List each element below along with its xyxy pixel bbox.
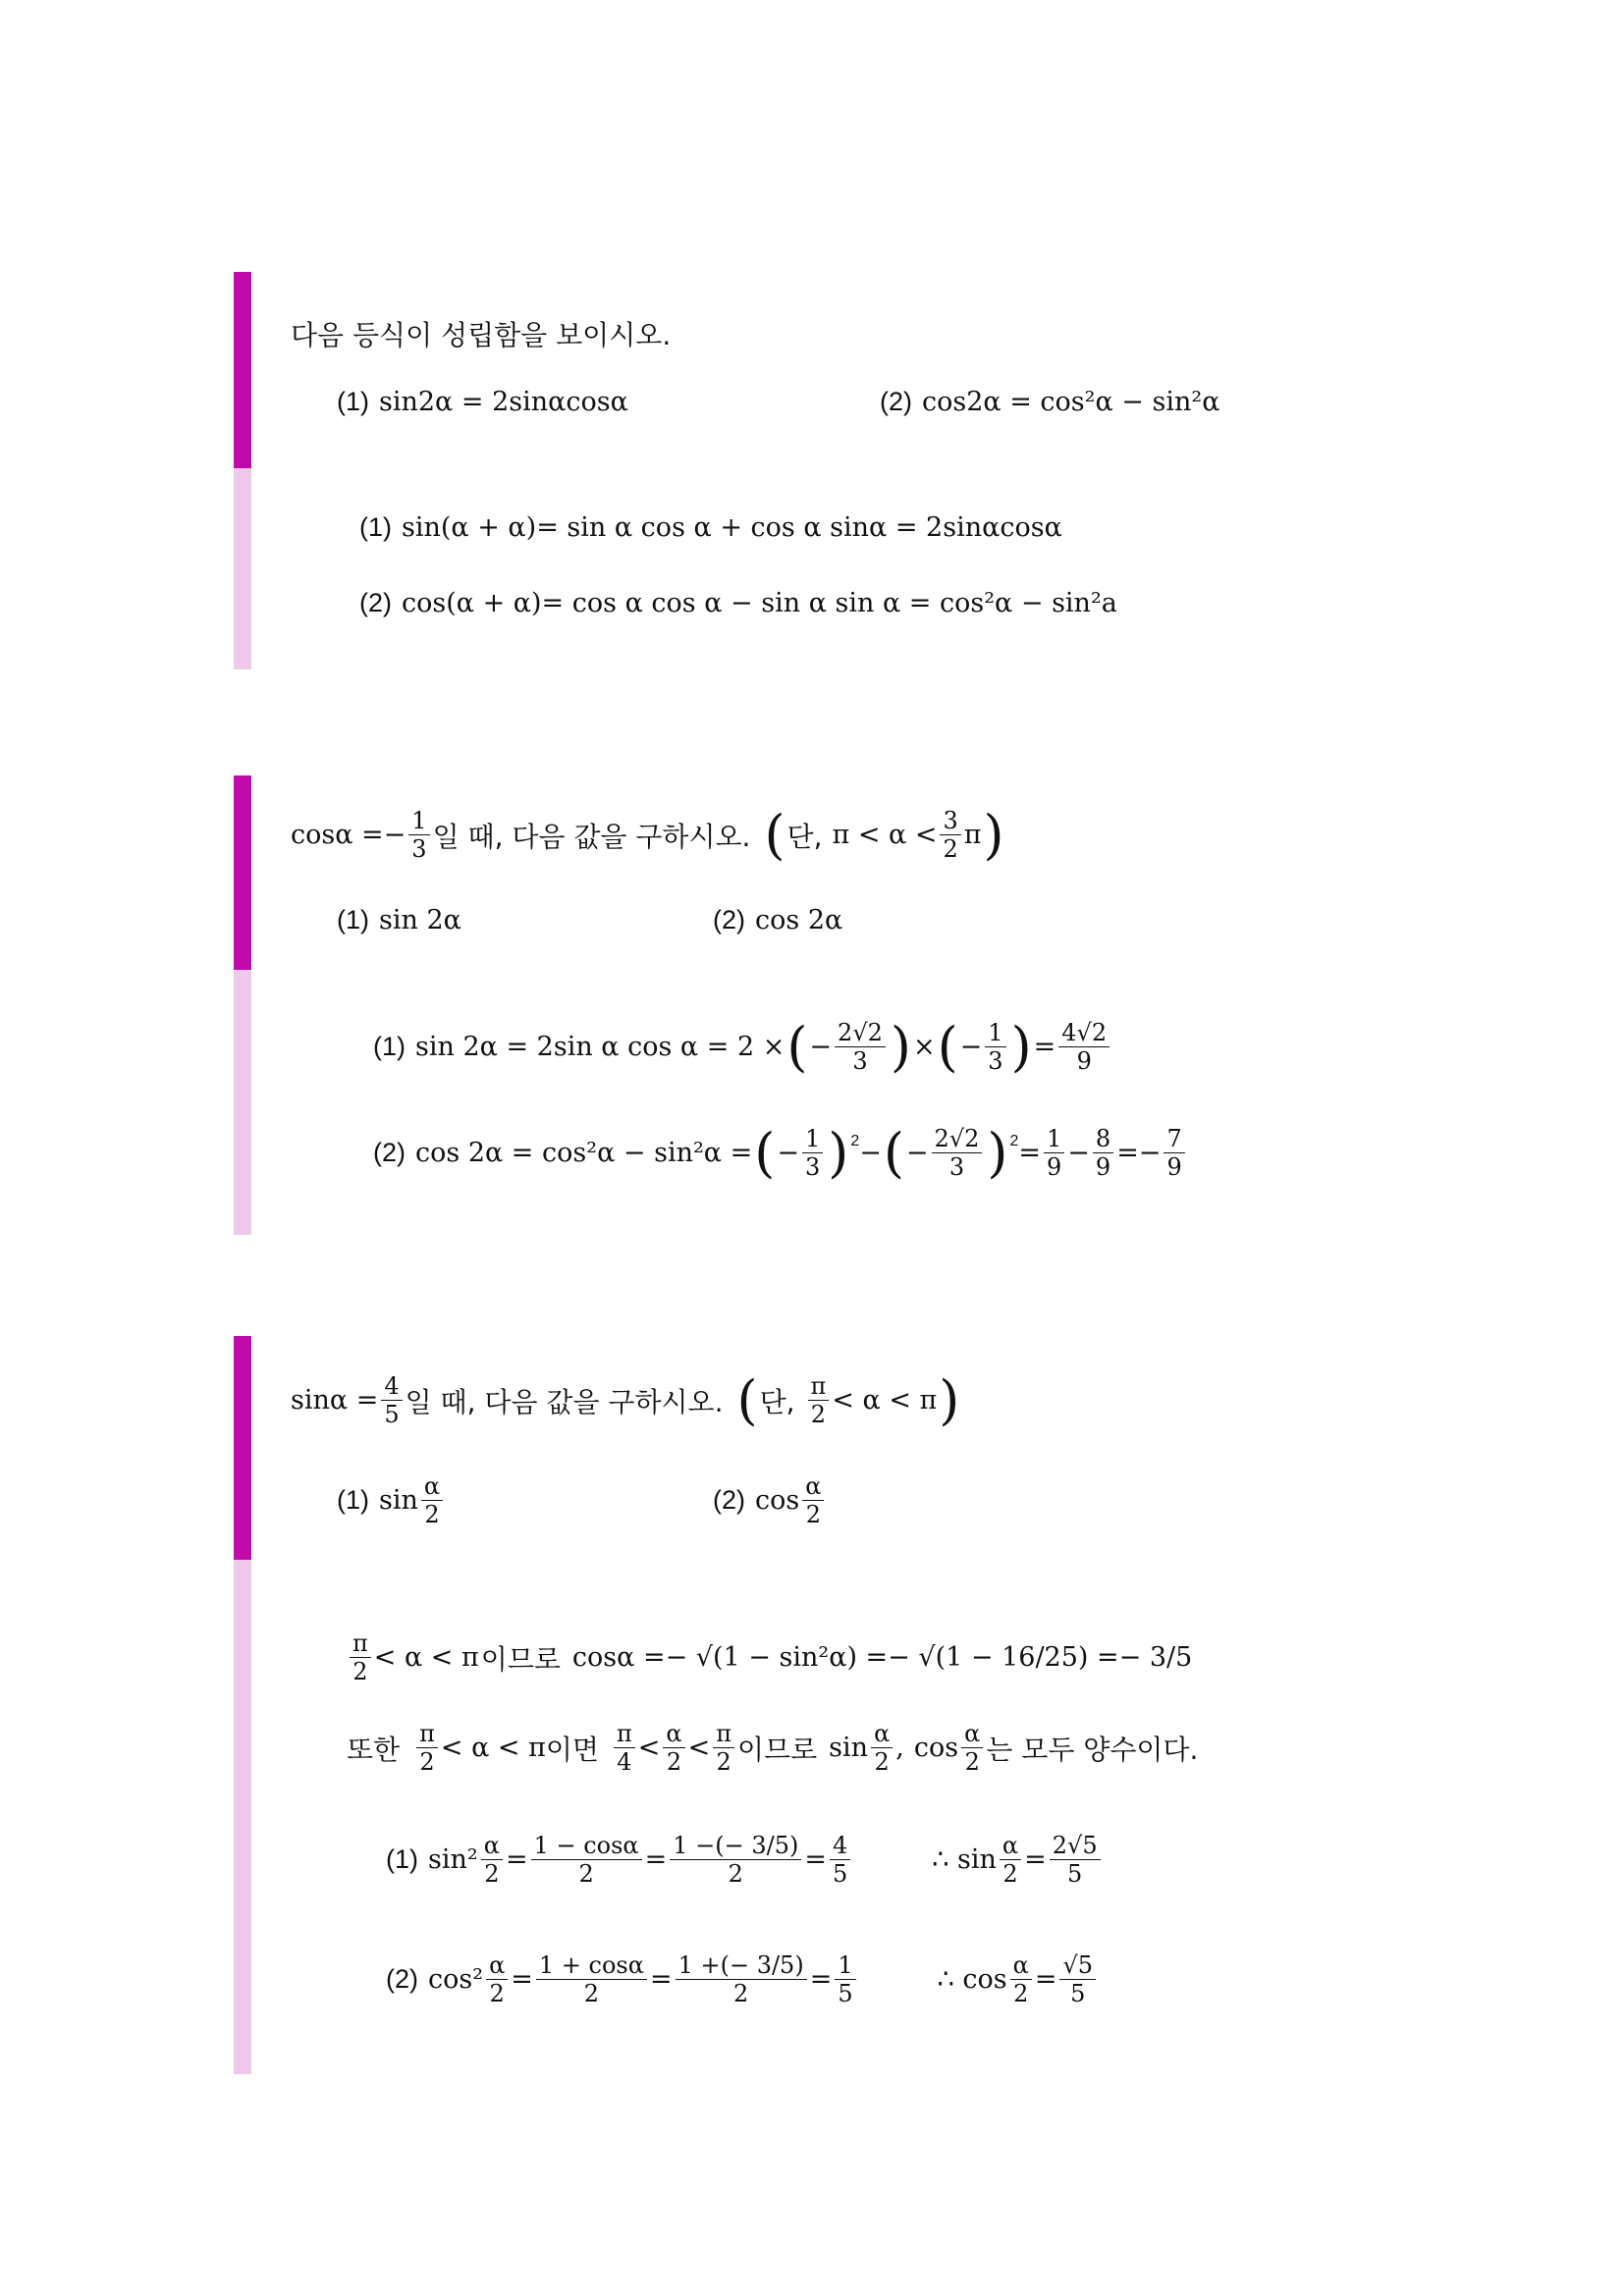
exponent: 2 — [850, 1132, 860, 1149]
fraction: $\frac{\pi}{2}$ — [350, 1629, 371, 1685]
solution-expression: cosα =− √(1 − sin²α) =− √(1 − 16/25) =− 3/5 — [571, 1642, 1193, 1673]
item-number: (1) — [386, 1844, 418, 1874]
function-name: sin — [829, 1733, 869, 1763]
open-paren: ( — [764, 803, 785, 866]
equals-sign: = — [804, 1844, 827, 1875]
fraction: $\frac{1}{5}$ — [835, 1951, 855, 2007]
close-paren: ) — [983, 803, 1004, 866]
fraction: $\frac{2√2}{3}$ — [835, 1019, 886, 1075]
condition-label: 단, — [759, 1385, 795, 1418]
fraction: $\frac{√5}{5}$ — [1059, 1951, 1096, 2007]
therefore-expression: ∴ sin — [932, 1844, 997, 1875]
fraction: $\frac{\alpha}{2}$ — [961, 1720, 983, 1776]
item-number: (2) — [386, 1964, 418, 1994]
close-paren: ) — [828, 1121, 849, 1184]
minus-sign: − — [905, 1138, 929, 1168]
problem2-condition — [291, 803, 1006, 866]
fraction: $\frac{\alpha}{2}$ — [802, 1472, 824, 1528]
condition-range: < α < π — [832, 1385, 938, 1415]
korean-connector: 이면 — [545, 1733, 599, 1766]
fraction: $\frac{2√5}{5}$ — [1050, 1832, 1101, 1888]
problem3-solution2 — [386, 1951, 1099, 2007]
fraction: $\frac{\pi}{4}$ — [614, 1720, 635, 1776]
problem2-item2 — [713, 905, 842, 935]
fraction: $\frac{\pi}{2}$ — [713, 1720, 734, 1776]
korean-connector: 이므로 — [480, 1642, 561, 1676]
open-paren: ( — [736, 1368, 758, 1431]
minus-sign: − — [777, 1138, 799, 1168]
condition-label: 단, — [786, 820, 823, 853]
problem2-item1 — [337, 905, 461, 935]
problem3-solution1 — [386, 1832, 1104, 1888]
condition-range: π < α < — [832, 820, 938, 850]
fraction: $\frac{\pi}{2}$ — [808, 1372, 830, 1428]
fraction: $\frac{1 + \cos\alpha}{2}$ — [536, 1951, 647, 2007]
problem1-accent-bar — [234, 272, 251, 468]
therefore-expression: ∴ cos — [937, 1964, 1007, 1995]
pi-symbol: π — [963, 820, 982, 850]
condition-lhs: sinα = — [291, 1385, 379, 1415]
close-paren: ) — [939, 1368, 960, 1431]
fraction: $\frac{\alpha}{2}$ — [481, 1832, 503, 1888]
problem1-prompt: 다음 등식이 성립함을 보이시오. — [291, 319, 672, 351]
item-number: (2) — [373, 1138, 406, 1167]
fraction: $\frac{1 +(- 3/5)}{2}$ — [676, 1951, 807, 2007]
function-name: cos — [913, 1733, 959, 1763]
equals-sign: = — [1018, 1138, 1041, 1168]
fraction: $\frac{\alpha}{2}$ — [1010, 1951, 1032, 2007]
item-number: (1) — [337, 387, 369, 416]
fraction: $\frac{\alpha}{2}$ — [663, 1720, 684, 1776]
fraction: $\frac{4}{5}$ — [830, 1832, 850, 1888]
solution-expression: sin(α + α)= sin α cos α + cos α sinα = 2sinαcosα — [402, 512, 1062, 543]
item-expression: sin 2α — [379, 905, 461, 935]
fraction: $\frac{\alpha}{2}$ — [1000, 1832, 1021, 1888]
equals-sign: = — [649, 1964, 673, 1995]
problem2-solution2 — [373, 1121, 1188, 1184]
problem1-item1 — [337, 387, 628, 417]
item-number: (2) — [713, 905, 745, 934]
fraction: $\frac{4}{5}$ — [381, 1372, 402, 1428]
item-number: (2) — [880, 387, 912, 416]
function-name: sin² — [428, 1844, 478, 1875]
problem1-solution-bar — [234, 468, 251, 669]
function-name: cos² — [428, 1964, 484, 1995]
korean-connector: 는 모두 양수이다. — [986, 1733, 1199, 1766]
minus-sign: − — [1067, 1138, 1090, 1168]
minus-sign: − — [809, 1032, 833, 1062]
fraction: $\frac{8}{9}$ — [1093, 1125, 1113, 1181]
open-paren: ( — [883, 1121, 904, 1184]
item-number: (1) — [337, 905, 369, 934]
fraction: $\frac{7}{9}$ — [1164, 1125, 1184, 1181]
fraction: $\frac{1 -(- 3/5)}{2}$ — [670, 1832, 801, 1888]
fraction: $\frac{\pi}{2}$ — [416, 1720, 438, 1776]
solution-expression: sin 2α = 2sin α cos α = 2 × — [415, 1032, 785, 1062]
minus-sign: − — [859, 1138, 882, 1168]
solution-expression: cos(α + α)= cos α cos α − sin α sin α = cos²α − sin²a — [402, 588, 1117, 618]
item-function: sin — [379, 1485, 418, 1516]
equals-sign: = — [1024, 1844, 1047, 1875]
open-paren: ( — [754, 1121, 776, 1184]
item-number: (1) — [373, 1032, 406, 1061]
problem3-condition — [291, 1368, 961, 1431]
problem1-item2 — [880, 387, 1219, 417]
item-expression: cos 2α — [755, 905, 843, 935]
times-sign: × — [912, 1032, 936, 1062]
equals-sign: = — [511, 1964, 533, 1995]
fraction: $\frac{1}{3}$ — [985, 1019, 1005, 1075]
item-number: (1) — [337, 1485, 369, 1515]
item-function: cos — [755, 1485, 800, 1516]
problem2-solution1 — [373, 1015, 1112, 1078]
close-paren: ) — [890, 1015, 911, 1078]
close-paren: ) — [987, 1121, 1008, 1184]
item-number: (2) — [359, 588, 392, 617]
close-paren: ) — [1010, 1015, 1032, 1078]
problem3-solution-bar — [234, 1560, 251, 2074]
less-than: < — [687, 1733, 711, 1763]
korean-connector: 이므로 — [737, 1733, 818, 1766]
problem3-item1 — [337, 1472, 446, 1528]
equals-sign: = — [1033, 1032, 1056, 1062]
item-expression: sin2α = 2sinαcosα — [379, 387, 628, 417]
fraction: $\frac{1}{3}$ — [408, 807, 429, 863]
comma: , — [895, 1733, 904, 1763]
problem1-solution2 — [359, 588, 1117, 618]
fraction: $\frac{1}{3}$ — [802, 1125, 823, 1181]
problem2-solution-bar — [234, 970, 251, 1235]
fraction: $\frac{\alpha}{2}$ — [871, 1720, 893, 1776]
solution-expression: cos 2α = cos²α − sin²α = — [415, 1138, 753, 1168]
open-paren: ( — [786, 1015, 808, 1078]
condition-range: < α < π — [373, 1642, 479, 1673]
item-number: (2) — [713, 1485, 745, 1515]
problem3-solution-line2 — [347, 1720, 1198, 1776]
fraction: $\frac{\alpha}{2}$ — [486, 1951, 508, 2007]
condition-range: < α < π — [440, 1733, 546, 1763]
condition-lhs: cosα =− — [291, 820, 406, 850]
equals-sign: = — [644, 1844, 668, 1875]
fraction: $\frac{1}{9}$ — [1044, 1125, 1064, 1181]
open-paren: ( — [937, 1015, 958, 1078]
problem2-accent-bar — [234, 775, 251, 970]
item-expression: cos2α = cos²α − sin²α — [922, 387, 1220, 417]
problem3-accent-bar — [234, 1336, 251, 1560]
minus-sign: − — [959, 1032, 983, 1062]
exponent: 2 — [1009, 1132, 1019, 1149]
fraction: $\frac{3}{2}$ — [940, 807, 960, 863]
equals-sign: = — [809, 1964, 833, 1995]
equals-sign: = — [505, 1844, 528, 1875]
item-number: (1) — [359, 512, 392, 542]
korean-connector: 또한 — [347, 1733, 401, 1766]
fraction: $\frac{2√2}{3}$ — [932, 1125, 983, 1181]
fraction: $\frac{4√2}{9}$ — [1058, 1019, 1110, 1075]
fraction: $\frac{1 - \cos\alpha}{2}$ — [531, 1832, 642, 1888]
equals-sign: = — [1034, 1964, 1057, 1995]
problem3-prompt: 일 때, 다음 값을 구하시오. — [405, 1385, 724, 1418]
problem2-prompt: 일 때, 다음 값을 구하시오. — [432, 820, 751, 853]
less-than: < — [637, 1733, 661, 1763]
problem3-item2 — [713, 1472, 827, 1528]
equals-minus-sign: =− — [1116, 1138, 1162, 1168]
problem1-solution1 — [359, 512, 1062, 543]
problem3-solution-line1 — [347, 1629, 1192, 1685]
fraction: $\frac{\alpha}{2}$ — [421, 1472, 443, 1528]
